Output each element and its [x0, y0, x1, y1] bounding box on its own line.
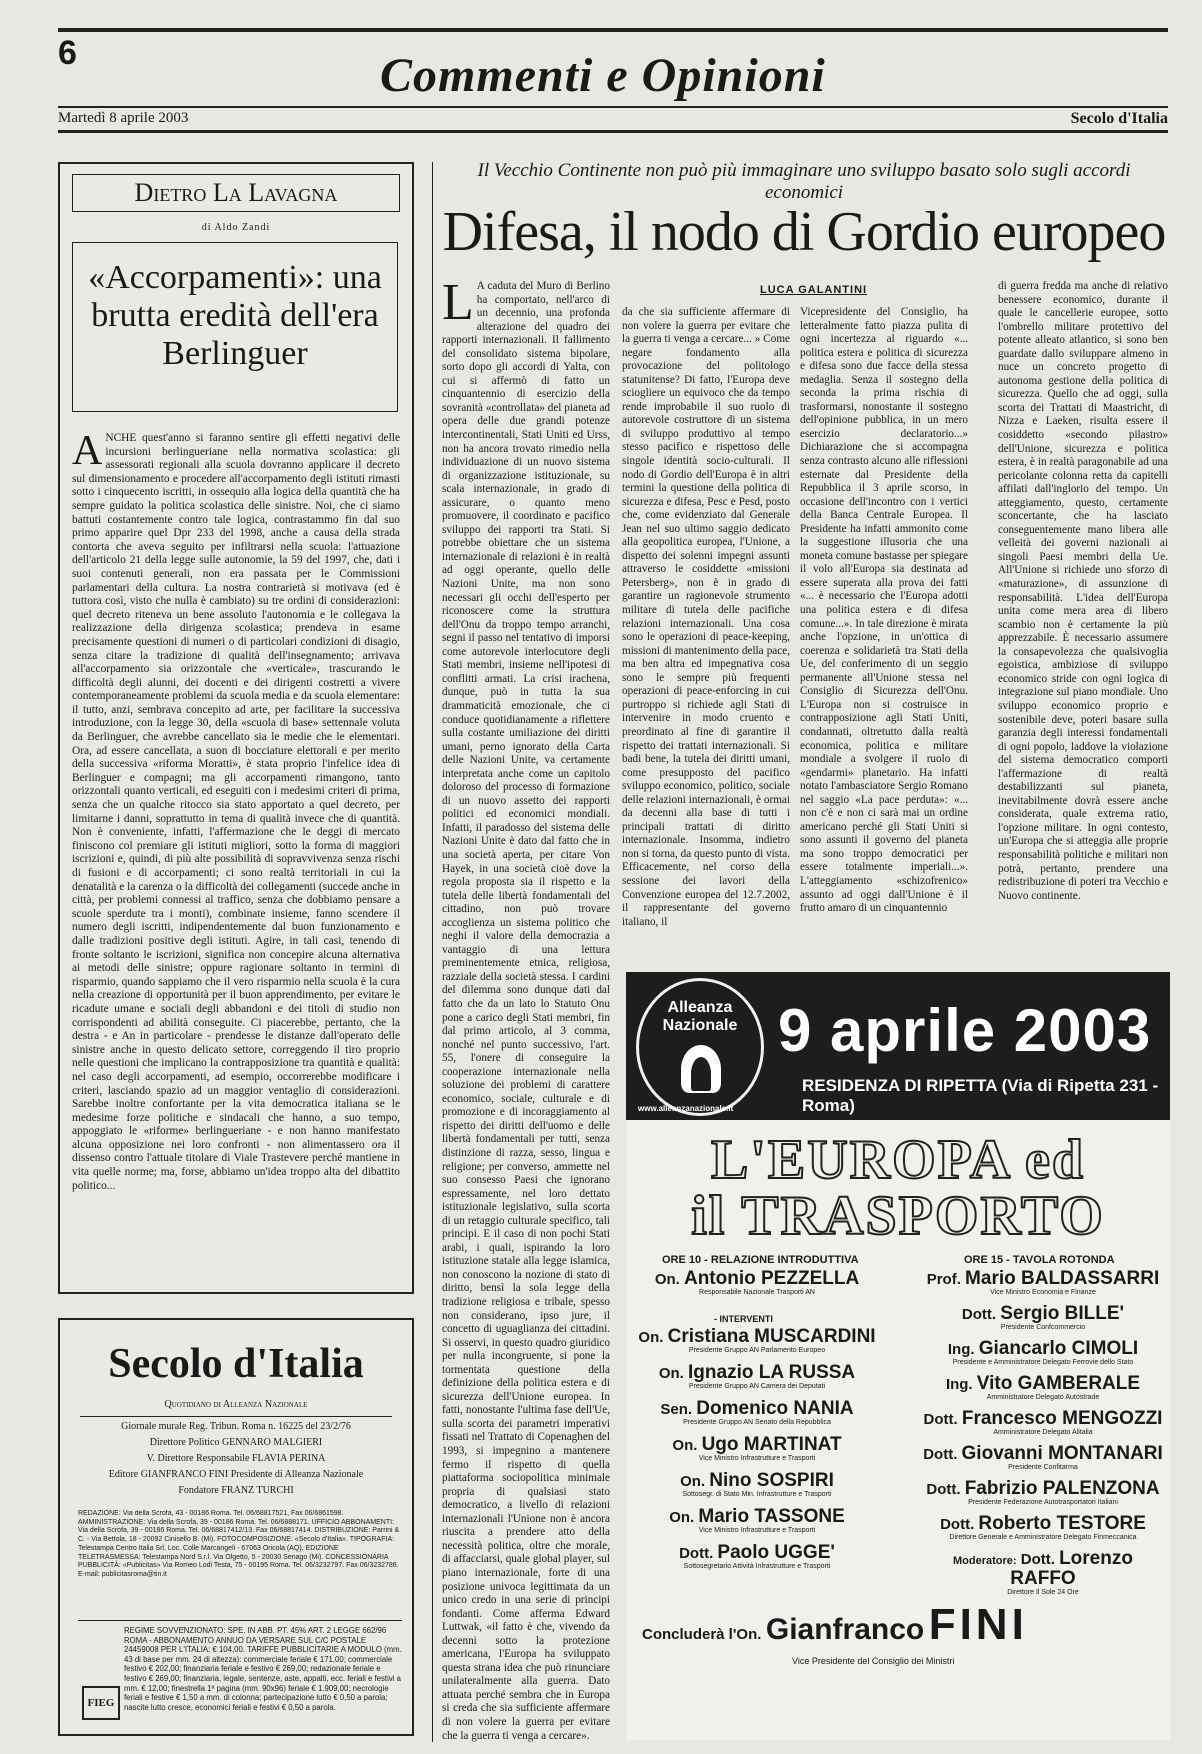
ad-date: 9 aprile 2003	[778, 997, 1152, 1064]
moderator-label: Moderatore:	[953, 1555, 1017, 1567]
article-kicker: Il Vecchio Continente non può più immaginare uno sviluppo basato solo sugli accordi economici	[477, 160, 1131, 203]
speaker-name: Nino SOSPIRI	[709, 1470, 834, 1491]
speaker-name: Ignazio LA RUSSA	[688, 1362, 856, 1383]
speaker-name: Vito GAMBERALE	[976, 1373, 1141, 1394]
fieg-logo: FIEG	[82, 1686, 120, 1720]
session1-time: ORE 10 - RELAZIONE INTRODUTTIVA	[662, 1254, 859, 1266]
moderator-title: Dott.	[1020, 1551, 1055, 1568]
speaker-title: On.	[654, 1271, 680, 1288]
speaker-role: Sottosegretario Attività Infrastrutture e Trasporti	[683, 1563, 831, 1570]
speaker-entry	[918, 1410, 1168, 1437]
speaker-name: Domenico NANIA	[696, 1398, 854, 1419]
page-number: 6	[58, 34, 77, 72]
speaker-entry	[918, 1515, 1168, 1542]
speaker-name: Fabrizio PALENZONA	[964, 1478, 1160, 1499]
speaker-entry	[918, 1445, 1168, 1472]
conference-advertisement	[626, 972, 1170, 1740]
speaker-role: Presidente Federazione Autotrasportatori Italiani	[968, 1499, 1118, 1506]
column-divider	[432, 162, 433, 1742]
speaker-title: Dott.	[940, 1516, 975, 1533]
moderator-name: Lorenzo RAFFO	[1010, 1548, 1133, 1589]
speaker-title: Dott.	[961, 1306, 997, 1323]
article-column-1	[442, 280, 610, 1750]
speaker-title: On.	[669, 1509, 695, 1526]
interventi-label: - INTERVENTI	[714, 1314, 773, 1324]
article-dropcap: L	[442, 280, 474, 331]
speaker-role: Presidente Gruppo AN Parlamento Europeo	[688, 1347, 826, 1354]
speaker-role: Vice Ministro Economia e Finanze	[990, 1289, 1096, 1296]
issue-date: Martedì 8 aprile 2003	[58, 110, 189, 126]
header-rule-bottom	[58, 130, 1168, 133]
speaker-entry	[918, 1270, 1168, 1297]
masthead-rule-2	[78, 1620, 402, 1621]
session2-time: ORE 15 - TAVOLA ROTONDA	[964, 1254, 1115, 1266]
paper-name: Secolo d'Italia	[1070, 110, 1168, 127]
article-headline: Difesa, il nodo di Gordio europeo	[442, 201, 1166, 263]
speaker-name: Ugo MARTINAT	[701, 1434, 842, 1455]
closing-last-name: FINI	[928, 1600, 1028, 1649]
moderator	[918, 1550, 1168, 1597]
speaker-title: Ing.	[947, 1341, 975, 1358]
speaker-name: Giovanni MONTANARI	[961, 1443, 1163, 1464]
speaker-title: Sen.	[660, 1401, 693, 1418]
article-column-4: di guerra fredda ma anche di relativo benessere economico, durante il quale le cancellerie europee, sotto l'ombrello militare protettivo del potente alleato atlantico, si sono ben guardate dallo sviluppare almeno in nuce un concreto progetto di autonoma gestione della politica di sicurezza. Quello che ad oggi, sulla scorta dei Trattati di Maastricht, di Nizza e Laeken, risulta essere il cosiddetto «secondo pilastro» dell'Unione, sicurezza e politica estera, è in realtà paragonabile ad una pericolante colonna retta da capitelli affilati dall'inglorio del tempo. Un atteggiamento, questo, certamente sconcertante, che ha lasciato conseguentemente mano libera alle velleità dei governi nazionali ai singoli Paesi membri della Ue. All'Unione si richiede uno sforzo di «maturazione», di assunzione di responsabilità. L'idea dell'Europa unita come mera area di libero scambio non è certamente la più apprezzabile. È necessario assumere la consapevolezza che qualsivoglia egoistica, ambiziose di sviluppo economico stride con ogni logica di integrazione sul piano mondiale. Uno sviluppo economico proprio e sostenibile deve, poteri basare sulla garanzia degli interessi fondamentali di ogni popolo, laddove la violazione del sistema democratico comporti l'affermazione di realtà destabilizzanti sul pianeta, inevitabilmente dovrà essere anche considerata, quale extrema ratio, l'opzione militare. In ogni contesto, un'Europa che si atteggia alle proprie responsabilità politiche e militari non potrà, pertanto, prendere una redistribuzione di poteri tra Vecchio e Nuovo continente.	[998, 280, 1168, 902]
speaker-intro	[632, 1270, 882, 1297]
masthead-subtitle: Quotidiano di Alleanza Nazionale	[164, 1399, 308, 1410]
masthead-registration: Giornale murale Reg. Tribun. Roma n. 16225 del 23/2/76	[121, 1421, 351, 1432]
masthead-founder: Fondatore FRANZ TURCHI	[178, 1485, 294, 1496]
masthead-publisher: Editore GIANFRANCO FINI Presidente di Alleanza Nazionale	[108, 1469, 364, 1480]
speaker-role: Presidente Gruppo AN Senato della Repubblica	[683, 1419, 831, 1426]
closing-role: Vice Presidente del Consiglio dei Ministri	[792, 1656, 955, 1666]
speaker-title: Ing.	[945, 1376, 973, 1393]
masthead-title: Secolo d'Italia	[108, 1341, 364, 1387]
speaker-entry	[918, 1375, 1168, 1402]
closing-speaker	[642, 1600, 1028, 1666]
speaker-entry	[632, 1436, 882, 1463]
alleanza-nazionale-logo	[636, 978, 764, 1116]
speaker-title: Prof.	[926, 1271, 961, 1288]
speaker-entry	[632, 1472, 882, 1499]
article-col1-text: A caduta del Muro di Berlino ha comportato, nell'arco di un decennio, una profonda alterazione del quadro dei rapporti internazionali. Il fallimento del consolidato sistema bipolare, sorto dopo gli accordi di Yalta, con cui si affermò di fatto un cinquantennio di esercizio della sovranità «controllata» del pianeta ad opera delle due grandi potenze intercontinentali, Stati Uniti ed Urss, non ha ancora trovato rimedio nella individuazione di un nuovo sistema di organizzazione istituzionale, su scala internazionale, in grado di assicurare, o quanto meno promuovere, il coordinato e pacifico sviluppo dei rapporti tra Stati. Si potrebbe obiettare che un sistema internazionale di relazioni è in realtà ad oggi operante, quello delle Nazioni Unite, ma non sono necessari gli occhi dell'esperto per riconoscere come la struttura dell'Onu da troppo tempo arranchi, segni il passo nel tentativo di imporsi come autorevole interlocutore degli Stati membri, insieme nell'ipotesi di conflitti armati. La crisi irachena, dunque, può in tutta la sua drammaticità emozionale, che ci conduce quotidianamente a riflettere sulla costante umiliazione dei diritti umani, perno ignorato della Carta delle Nazioni Unite, va certamente interpretata anche come un capitolo doloroso del processo di formazione di un nuovo assetto dei rapporti politici ed economici mondiali. Infatti, il paradosso del sistema delle Nazioni Unite è dato dal fatto che in una società aperta, per citare Von Hayek, in una società cioè dove la regola proposta sia il rispetto e la tutela delle libertà fondamentali del cittadino, non può trovare accoglienza un sistema politico che neghi il valore della democrazia a vantaggio di una lettura preminentemente etnica, religiosa, razziale della società stessa. I cardini del dilemma sono dunque dati dal fatto che da un lato lo Statuto Onu pone a carico degli Stati membri, fin dal primo articolo, al 3 comma, nonché nel punto successivo, l'art. 55, l'onere di conseguire la cooperazione internazionale nella soluzione dei problemi di carattere economico, sociale, culturale e di promozione e di incoraggiamento al rispetto dei diritti dell'uomo e delle libertà fondamentali per tutti, senza distinzione di razza, sesso, lingua e religione; per converso, ammette nel suo consesso Paesi che ignorano espressamente, nel loro dettato istituzionale legislativo, sulla scorta di un retaggio culturale specifico, tali principi. E il caso di non pochi Stati arabi, i quali, ispirando la loro istituzione statale alla legge islamica, non conoscono la nozione di stato di diritto, bensì la sola legge della tradizione religiosa e tribale, spesso non considerano, ipso jure, il concetto di uguaglianza dei cittadini. Si osservi, in questo quadro giuridico per nulla incongruente, si pone la tormentata questione della definizione della politica estera e di sicurezza dell'Unione europea. In fatti, nonostante l'ultima fase dell'Ue, sulla scorta dei parametri imperativi fissati nel Trattato di Copenaghen del 1993, si impegnino a mantenere fermo il rispetto di quella piattaforma sociopolitica minimale propria di qualsiasi stato democratico, a livello di relazioni internazionali l'Unione non è ancora riuscita a prendere atto della necessità politica, oltre che morale, di affacciarsi, quale global player, sul piano internazionale, forte di una posizione univoca legittimata da un unico credo in una serie di principi fondanti. Come afferma Edward Luttwak, «il fatto è che, vivendo da decenni sotto la protezione americana, l'Europa ha sviluppato questa strana idea che può rinunciare unilateralmente alla guerra. Dato attuata perché sembra che in Europa si creda che sia sufficiente affermare di non volere la guerra per evitare che la guerra ti venga a cercare».	[442, 280, 610, 1742]
masthead-small-print: REDAZIONE: Via della Scrofa, 43 - 00186 Roma. Tel. 06/68817521, Fax 06/6861598. AMMINISTRAZIONE: Via della Scrofa, 39 - 00186 Roma. Tel. 06/6888171. UFFICIO ABBONAMENTI: Via della Scrofa, 39 - 00186 Roma. Tel. 06/68817412/13. Fax 06/68817414. DISTRIBUZIONE: Parrini & C. - Via Bettola, 18 - 20092 Cinisello B. (Mi). FOTOCOMPOSIZIONE: «Secolo d'Italia». TIPOGRAFIA: Telestampa Centro Italia Srl, Loc. Colle Marcangeli - 67063 Oricola (AQ). EDIZIONE TELETRASMESSA: Telestampa Nord S.r.l. Via Olgetto, 5 - 20030 Senago (Mi). CONCESSIONARIA PUBBLICITÀ: «Publicitas» Via Romeo Lodi Testa, 75 - 00195 Roma. Tel. 06/3232797. Fax 06/3232786. E-mail: publicitasroma@tin.it	[78, 1510, 400, 1578]
column-dropcap: A	[72, 432, 103, 474]
logo-text: Alleanza Nazionale	[662, 999, 738, 1034]
speaker-role: Vice Ministro Infrastrutture e Trasporti	[698, 1455, 816, 1462]
masthead-box	[58, 1318, 414, 1736]
speaker-entry	[918, 1480, 1168, 1507]
column-text: NCHE quest'anno si faranno sentire gli effetti negativi delle incursioni berlingueriane nella normativa scolastica: gli assessorati regionali alla scuola dovranno applicare il decreto sul dimensionamento e procedere all'accorpamento degli istituti rimasti sotto i cinquecento iscritti, in ossequio alla logica della quantità che ha sempre guidato la politica scolastica delle sinistre. Noi, che ci siamo battuti costantemente contro tale logica, contrastammo fin dal suo primo apparire quel Dpr 233 del 1998, anche a causa della strada contorta che aveva seguito per infiltrarsi nella scuola: l'attuazione dell'articolo 21 della legge sulle autonomie, la 59 del 1997, che, dati i suoi contenuti generali, non era passata per le Commissioni parlamentari della cultura. La nostra contrarietà si motivava (ed è tuttora così, visto che nulla è cambiato) su tre ordini di considerazioni: quel decreto riteneva un bene assoluto l'autonomia e le collegava la realizzazione della dirigenza scolastica; prendeva in esame precisamente questioni di numeri o di particolari condizioni di disagio, senza citare la tradizione di qualità dell'insegnamento; arrivava all'accorpamento sia orizzontale che «verticale», trascurando le difficoltà degli alunni, dei docenti e dei dirigenti costretti a vivere contemporaneamente problemi da scuola media e da scuola elementare: il tutto, anzi, sembrava concepito ad arte, per facilitare la successiva introduzione, con la legge 30, della «scuola di base» settennale voluta da Berlinguer, che avrebbe cancellato sia le medie che le elementari. Ora, ad essere cancellata, a suon di bocciature elettorali e per merito della successiva «riforma Moratti», è stata proprio l'infelice idea di Berlinguer e compagni; ma gli accorpamenti rimangono, tanto orizzontali quanto verticali, ed eseguiti con i medesimi criteri di prima, senza che un qualche ritocco sia stato apportato a quel decreto, per limitarne i danni, soprattutto in tema di qualità invece che di quantità. Non è conveniente, infatti, l'affermazione che le deggi di mercato finiscono col premiare gli istituti migliori, sotto la forma di maggiori iscrizioni e, quindi, di più alte possibilità di sopravvivenza senza rischi di fusioni e di accorpamenti; ci sono realtà territoriali in cui la denatalità e la carenza o la difficoltà dei collegamenti (succede anche in città, per problemi connessi al traffico, senza che dobbiamo pensare a scuole sperdute tra i monti), combinate insieme, fanno scendere il numero degli iscritti, indipendentemente dal buon funzionamento e dalle tradizioni positive degli istituti. Agire, in tali casi, tenendo di fronte soltanto le iscrizioni, significa non concepire alcuna alternativa ai metodi delle sinistre; oppure ragionare soltanto in termini di risparmio, quando sappiamo che il vero risparmio nella scuola è la cura nella creazione di opportunità per il buon apprendimento, per evitare le ricadute umane e sociali degli abbandoni e dei titoli di studio non corrispondenti ad abilità conseguite. Ci piacerebbe, pertanto, che la destra - e An in particolare - prendesse le distanze dall'operato delle sinistre anche in questo delicato settore, correggendo il tiro proprio nelle questioni che implicano la contrapposizione tra quantità e qualità: nel caso degli accorpamenti, ad esempio, occorrerebbe modificare i criteri, lasciando spazio ad un maggior ventaglio di considerazioni. Sarebbe inoltre confortante per la vita democratica italiana se le medesime forze politiche e sindacali che hanno, a suo tempo, appoggiato le «riforme» berlingueriane - e non hanno manifestato alcuna opposizione nei loro confronti - non alimentassero ora il dissenso contro l'attuale titolare di Viale Trastevere perché mantiene in vita quelle norme; ma, forse, abbiamo un'idea troppo alta del dibattito politico...	[72, 432, 400, 1192]
article-column-2: da che sia sufficiente affermare di non volere la guerra per evitare che la guerra ti venga a cercare... » Come negare fondamento alla provocazione del politologo statunitense? Di fatto, l'Europa deve sciogliere un equivoco che da tempo rende improbabile il suo ruolo di autorevole costruttore di un sistema di sviluppo produttivo al tempo stesso pacifico e rispettoso delle singole identità socio-culturali. Il nodo di Gordio dell'Europa è in altri termini la questione della politica di sicurezza e difesa, Pesc e Pesd, posto che, come evidenziato dal Generale Jean nel suo ultimo saggio dedicato alla geopolitica europea, l'Unione, a dispetto dei solenni impegni assunti attraverso le cosiddette «missioni Petersberg», non è in grado di garantire un ragionevole strumento militare di tutela delle pacifiche relazioni internazionali. Una cosa sono le operazioni di peace-keeping, missioni di mantenimento della pace, ma ben altra ed impegnativa cosa sono le sempre più frequenti operazioni di peace-enforcing in cui purtroppo si richiede agli Stati di intervenire in modo cruento e preordinato al fine di garantire il rispetto dei trattati internazionali. Si badi bene, la tutela dei diritti umani, come presupposto del pacifico sviluppo economico, politico, sociale delle relazioni internazionali, è ormai da decenni alla base di tutti i principali trattati di diritto internazionale. Insomma, indietro non si torna, da questo punto di vista. Efficacemente, nel corso della sessione dei lavori della Convenzione europea del 12.7.2002, il rappresentante del governo italiano, il	[622, 306, 790, 928]
speaker-role: Direttore Generale e Amministratore Delegato Finmeccanica	[949, 1534, 1137, 1541]
speaker-title: Dott.	[679, 1545, 714, 1562]
speaker-entry	[632, 1328, 882, 1355]
speaker-title: On.	[658, 1365, 684, 1382]
speaker-name: Roberto TESTORE	[978, 1513, 1146, 1534]
speaker-name: Paolo UGGE'	[717, 1542, 835, 1563]
masthead-regime: REGIME SOVVENZIONATO: SPE. IN ABB. PT. 45% ART. 2 LEGGE 662/96 ROMA - ABBONAMENTO ANNUO DA VERSARE SUL C/C POSTALE 24459008 PER L'ITALIA: € 104,00. TARIFFE PUBBLICITARIE A MODULO (mm. 43 di base per mm. 24 di altezza): commerciale feriale € 171,00; commerciale festivo € 202,00; finanziaria feriale e festivo € 269,00; redazionale feriale e festivo € 269,00; finanziaria, legale, sentenze, aste, appalti, ecc. feriali e festivi a mm. € 12,00; finestrella 1ª pagina (mm. 90x96) feriale € 1.909,00; necrologie feriali e festive € 1,50 a mm. di colonna; partecipazione lutto € 0,50 a parola; nascite lutto cresce, economici feriali e festivi € 0,50 a parola.	[124, 1626, 402, 1712]
speaker-name: Francesco MENGOZZI	[961, 1408, 1163, 1429]
speaker-name: Sergio BILLE'	[1000, 1303, 1125, 1324]
speaker-role: Amministratore Delegato Alitalia	[993, 1429, 1093, 1436]
speaker-title: On.	[638, 1329, 664, 1346]
speaker-role: Sottosegr. di Stato Min. Infrastrutture e Trasporti	[682, 1491, 832, 1498]
ad-title-line2: il TRASPORTO	[691, 1185, 1105, 1247]
ad-banner	[626, 972, 1170, 1120]
speaker-role: Responsabile Nazionale Trasporti AN	[699, 1289, 815, 1296]
closing-prefix: Concluderà l'On.	[642, 1626, 762, 1643]
speaker-name: Mario TASSONE	[698, 1506, 845, 1527]
ad-url[interactable]: www.alleanzanazionale.it	[638, 1104, 734, 1113]
masthead-director: Direttore Politico GENNARO MALGIERI	[149, 1437, 323, 1448]
speaker-entry	[632, 1508, 882, 1535]
speaker-title: Dott.	[923, 1411, 958, 1428]
speaker-entry	[632, 1364, 882, 1391]
speaker-entry	[632, 1544, 882, 1571]
ad-title-line1: L'EUROPA ed	[710, 1129, 1086, 1191]
speaker-name: Giancarlo CIMOLI	[978, 1338, 1139, 1359]
speaker-entry	[632, 1400, 882, 1427]
speaker-title: On.	[672, 1437, 698, 1454]
speaker-name: Cristiana MUSCARDINI	[667, 1326, 876, 1347]
column-byline: di Aldo Zandi	[201, 222, 271, 233]
speaker-title: On.	[680, 1473, 706, 1490]
speaker-entry	[918, 1340, 1168, 1367]
section-title: Commenti e Opinioni	[380, 49, 826, 102]
speaker-name: Mario BALDASSARRI	[965, 1268, 1160, 1289]
article-author: LUCA GALANTINI	[760, 284, 868, 296]
masthead-vice-director: V. Direttore Responsabile FLAVIA PERINA	[146, 1453, 326, 1464]
header-rule	[58, 106, 1168, 108]
speaker-role: Presidente Confitarma	[1008, 1464, 1078, 1471]
closing-first-name: Gianfranco	[765, 1613, 925, 1646]
moderator-role: Direttore Il Sole 24 Ore	[1007, 1589, 1079, 1596]
masthead-rule	[80, 1416, 392, 1417]
speaker-title: Dott.	[923, 1446, 958, 1463]
flame-inner-icon	[691, 1057, 711, 1091]
speaker-role: Amministratore Delegato Autostrade	[986, 1394, 1100, 1401]
speaker-role: Presidente Gruppo AN Camera dei Deputati	[688, 1383, 826, 1390]
column-title: «Accorpamenti»: una brutta eredità dell'era Berlinguer	[72, 242, 398, 412]
speaker-title: Dott.	[926, 1481, 961, 1498]
article-column-3: Vicepresidente del Consiglio, ha letteralmente fatto piazza pulita di ogni incertezza al riguardo «... politica estera e politica di sicurezza e difesa sono due facce della stessa medaglia. Senza il sostegno della seconda la prima rischia di trasformarsi, nonostante il sostegno dell'opinione pubblica, in un mero esercizio declaratorio...» Dichiarazione che si accompagna senza contrasto alcuno alle riflessioni esternate dal Presidente della Repubblica il 3 aprile scorso, in occasione dell'incontro con i vertici della Banca Centrale Europea. Il Presidente ha infatti ammonito come la suggestione illusoria che una moneta comune bastasse per spiegare il volo all'Europa sia destinata ad essere superata alla prova dei fatti «... è necessario che l'Europa adotti una politica estera e di difesa comune...». In tale direzione è mirata anche l'opzione, in un'ottica di coerenza e solidarietà tra Stati della Ue, del conferimento di un seggio permanente all'Unione stessa nel Consiglio di Sicurezza dell'Onu. L'Europa non si costruisce in contrapposizione agli Stati Uniti, condannati, oltretutto dalla realtà economica, politica e militare mondiale a svolgere il ruolo di «gendarmi» planetario. Ha infatti notato l'ambasciatore Sergio Romano nel saggio «La pace perduta»: «... non c'è e non ci sarà mai un ordine americano perché gli Stati Uniti si sono assunti il governo del pianeta ma sono troppo democratici per essere totalmente imperiali...». L'atteggiamento «schizofrenico» assunto ad oggi dall'Unione è il frutto amaro di un cinquantennio	[800, 306, 968, 915]
speaker-entry	[918, 1305, 1168, 1332]
column-body	[72, 432, 400, 1282]
ad-location: RESIDENZA DI RIPETTA (Via di Ripetta 231 - Roma)	[802, 1076, 1159, 1115]
speaker-name: Antonio PEZZELLA	[683, 1268, 860, 1289]
column-dietro-la-lavagna	[58, 162, 414, 1294]
speaker-role: Vice Ministro Infrastrutture e Trasporti	[698, 1527, 816, 1534]
speaker-role: Presidente Confcommercio	[1000, 1324, 1086, 1331]
top-rule	[58, 28, 1168, 32]
speaker-role: Presidente e Amministratore Delegato Ferrovie dello Stato	[952, 1359, 1134, 1366]
column-name: Dietro La Lavagna	[72, 174, 400, 212]
